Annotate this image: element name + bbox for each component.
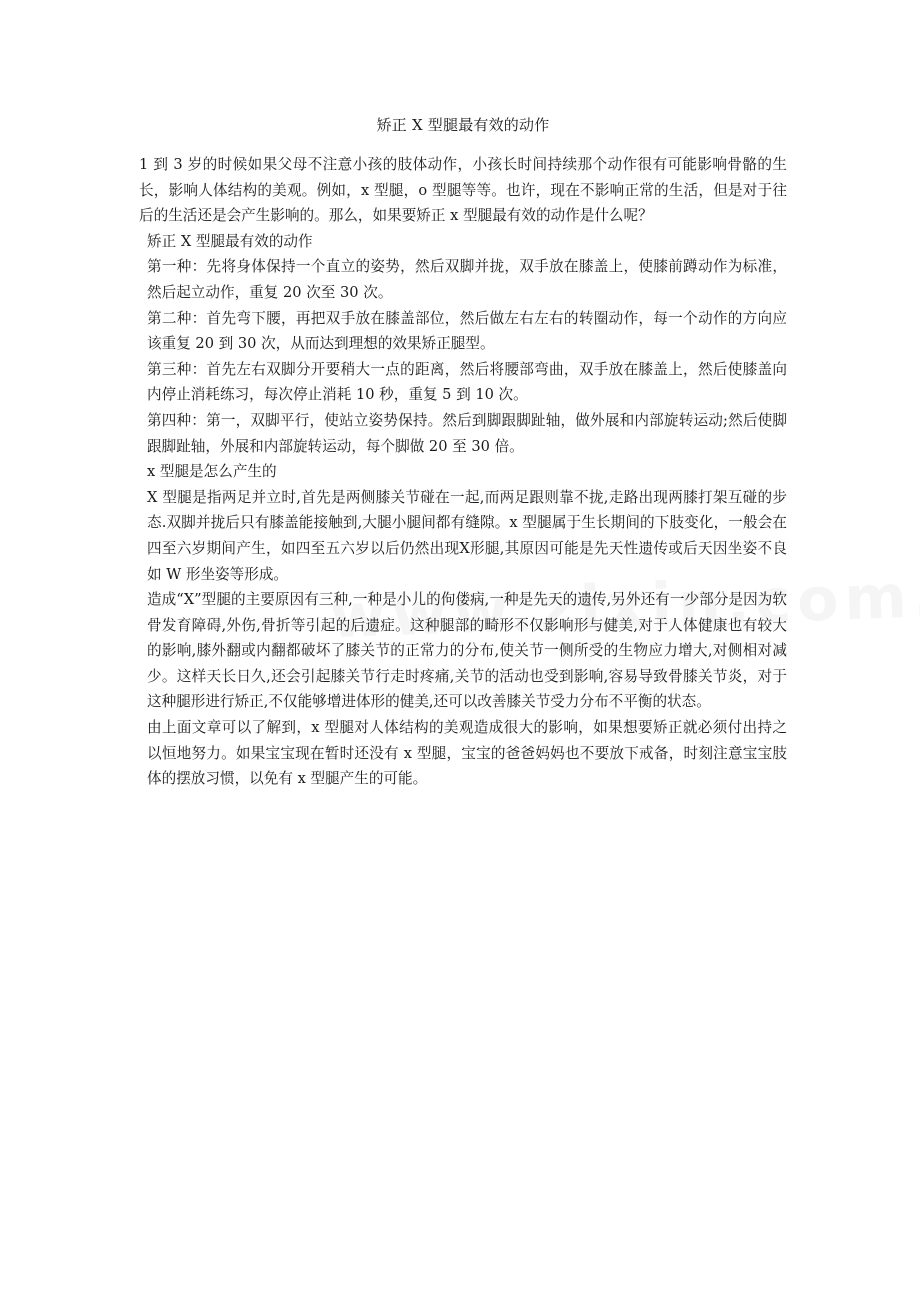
paragraph-causes: 造成“X”型腿的主要原因有三种,一种是小儿的佝偻病,一种是先天的遗传,另外还有一少部分是因为软骨发育障碍,外伤,骨折等引起的后遗症。这种腿部的畸形不仅影响形与健美,对于人体健康也有较大的影响,膝外翻或内翻都破坏了膝关节的正常力的分布,使关节一侧所受的生物应力增大,对侧相对减少。这样天长日久,还会引起膝关节行走时疼痛,关节的活动也受到影响,容易导致骨膝关节炎，对于这种腿形进行矫正,不仅能够增进体形的健美,还可以改善膝关节受力分布不平衡的状态。 [147,591,787,711]
paragraph-intro: 1 到 3 岁的时候如果父母不注意小孩的肢体动作，小孩长时间持续那个动作很有可能影响骨骼的生长，影响人体结构的美观。例如，x 型腿，o 型腿等等。也许，现在不影响正常的生活，但是对于往后的生活还是会产生影响的。那么，如果要矫正 x 型腿最有效的动作是什么呢？ [139,156,787,225]
paragraph-method-3: 第三种：首先左右双脚分开要稍大一点的距离，然后将腰部弯曲，双手放在膝盖上，然后使膝盖向内停止消耗练习，每次停止消耗 10 秒，重复 5 到 10 次。 [147,360,787,404]
document-title: 矫正 X 型腿最有效的动作 [376,116,550,134]
paragraph-method-1: 第一种：先将身体保持一个直立的姿势，然后双脚并拢，双手放在膝盖上，使膝前蹲动作为标准，然后起立动作，重复 20 次至 30 次。 [147,258,787,301]
paragraph-method-4: 第四种：第一，双脚平行，使站立姿势保持。然后到脚跟脚趾轴，做外展和内部旋转运动;然后使脚跟脚趾轴，外展和内部旋转运动，每个脚做 20 至 30 倍。 [147,411,787,455]
paragraph-method-2: 第二种：首先弯下腰，再把双手放在膝盖部位，然后做左右左右的转圈动作，每一个动作的方向应该重复 20 到 30 次，从而达到理想的效果矫正腿型。 [147,309,787,353]
paragraph-definition: X 型腿是指两足并立时,首先是两侧膝关节碰在一起,而两足跟则靠不拢,走路出现两膝打架互碰的步态.双脚并拢后只有膝盖能接触到,大腿小腿间都有缝隙。x 型腿属于生长期间的下肢变化，一般会在四至六岁期间产生，如四至五六岁以后仍然出现X形腿,其原因可能是先天性遗传或后天因坐姿不良如 W 形坐姿等形成。 [147,488,787,583]
paragraph-conclusion: 由上面文章可以了解到，x 型腿对人体结构的美观造成很大的影响，如果想要矫正就必须付出持之以恒地努力。如果宝宝现在暂时还没有 x 型腿，宝宝的爸爸妈妈也不要放下戒备，时刻注意宝宝肢体的摆放习惯，以免有 x 型腿产生的可能。 [147,719,787,788]
section-heading-exercises: 矫正 X 型腿最有效的动作 [147,232,313,250]
document-page [139,112,787,792]
section-heading-causes: x 型腿是怎么产生的 [147,463,277,481]
